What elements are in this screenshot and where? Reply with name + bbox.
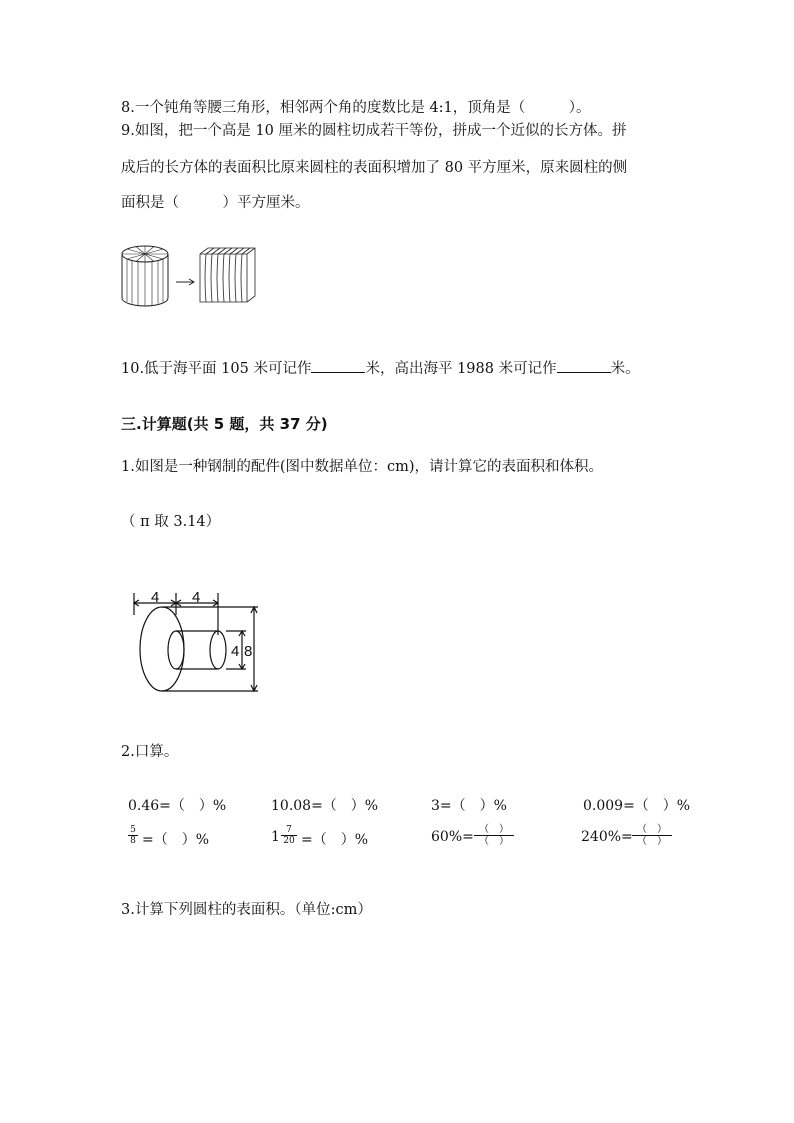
mixed-whole: 1 — [271, 829, 280, 845]
calc-3: 3.计算下列圆柱的表面积。（单位:cm） — [121, 902, 372, 918]
question-10 — [121, 357, 640, 378]
mental-calc-5-tail: =（ ）% — [142, 832, 210, 848]
mental-calc-4: 0.009=（ ）% — [583, 798, 691, 814]
calc-2-title: 2.口算。 — [121, 744, 179, 760]
dim-label-h1: 4 — [231, 643, 240, 660]
steel-part-figure — [118, 585, 268, 697]
dim-label-h2: 8 — [244, 643, 253, 660]
mental-calc-1: 0.46=（ ）% — [128, 798, 227, 814]
question-8: 8.一个钝角等腰三角形，相邻两个角的度数比是 4:1，顶角是（ ）。 — [121, 100, 591, 116]
question-10-part-1: 10.低于海平面 105 米可记作 — [121, 361, 312, 377]
paren-fraction-7: （ ） （ ） — [474, 824, 514, 847]
mental-calc-2: 10.08=（ ）% — [271, 798, 379, 814]
mental-calc-8-head: 240%= — [581, 829, 633, 845]
question-9-line-3: 面积是（ ）平方厘米。 — [121, 195, 310, 211]
calc-1-line-2: （ π 取 3.14） — [121, 514, 221, 530]
mental-calc-7-head: 60%= — [431, 829, 474, 845]
question-10-part-2: 米，高出海平 1988 米可记作 — [365, 361, 557, 377]
section-3-title: 三.计算题(共 5 题，共 37 分) — [121, 415, 328, 433]
answer-blank-1[interactable] — [311, 358, 365, 373]
question-10-part-3: 米。 — [610, 361, 640, 377]
calc-1-line-1: 1.如图是一种钢制的配件(图中数据单位：cm)，请计算它的表面积和体积。 — [121, 459, 604, 475]
question-9-line-2: 成后的长方体的表面积比原来圆柱的表面积增加了 80 平方厘米，原来圆柱的侧 — [121, 160, 628, 176]
dim-label-w1: 4 — [151, 589, 160, 606]
fraction-7-20: $\frac{7}{20}$ — [281, 825, 297, 846]
answer-blank-2[interactable] — [557, 358, 611, 373]
cylinder-to-cuboid-figure — [118, 240, 268, 310]
mental-calc-6-tail: =（ ）% — [301, 832, 369, 848]
paren-fraction-8: （ ） （ ） — [632, 824, 672, 847]
fraction-5-8: $\frac{5}{8}$ — [128, 825, 138, 846]
mental-calc-3: 3=（ ）% — [431, 798, 507, 814]
dim-label-w2: 4 — [192, 589, 201, 606]
question-9-line-1: 9.如图，把一个高是 10 厘米的圆柱切成若干等份，拼成一个近似的长方体。拼 — [121, 123, 627, 139]
